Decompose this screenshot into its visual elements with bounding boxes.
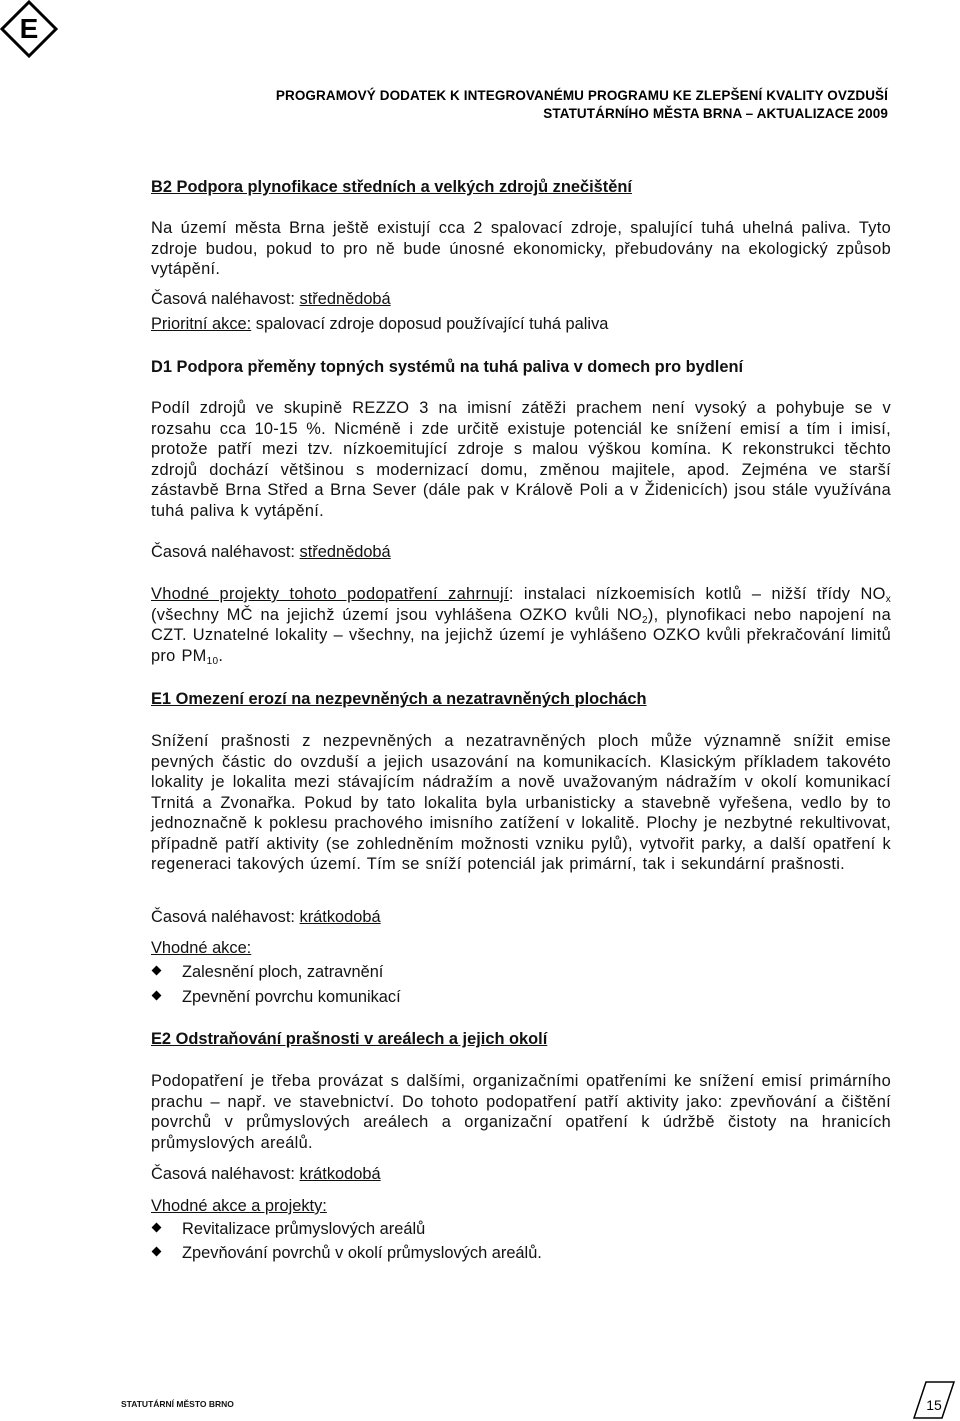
header-line-1: PROGRAMOVÝ DODATEK K INTEGROVANÉMU PROGRAMU KE ZLEPŠENÍ KVALITY OVZDUŠÍ <box>275 88 888 103</box>
e1-heading: E1 Omezení erozí na nezpevněných a nezatravněných plochách <box>151 690 647 708</box>
d1-urgency-value: střednědobá <box>299 543 391 561</box>
list-item <box>151 1243 891 1263</box>
list-item-text: Zpevňování povrchů v okolí průmyslových areálů. <box>182 1244 542 1262</box>
list-item-text: Revitalizace průmyslových areálů <box>182 1220 426 1238</box>
list-item-text: Zpevnění povrchu komunikací <box>182 988 401 1006</box>
d1-sub-x: x <box>885 594 892 605</box>
b2-priority-text: spalovací zdroje doposud používající tuhá paliva <box>251 315 609 333</box>
list-item <box>151 1219 891 1239</box>
d1-projects-text-4: . <box>218 646 224 665</box>
diamond-bullet-icon <box>152 1223 162 1233</box>
e1-paragraph: Snížení prašnosti z nezpevněných a nezatravněných ploch může významně snížit emise pevných částic do ovzduší a jejich usazování na komunikacích. Klasickým příkladem takovéto lokality je lokalita mezi stávajícím nádražím a nově uvažovaným nádražím v okolí komunikací Trnitá a Zvonařka. Pokud by tato lokalita byla urbanisticky a stavebně vyřešena, vedlo by to jednoznačně k poklesu prachového imisního zatížení v lokalitě. Plochy je nezbytné rekultivovat, případně patří aktivity (se zohledněním možnosti vzniku pylů), vytvořit parky, a další opatření k regeneraci takových území. Tím se sníží potenciál jak primární, tak i sekundární prašnosti. <box>151 732 891 873</box>
d1-sub-2: 2 <box>642 614 648 626</box>
b2-priority-label: Prioritní akce: <box>151 315 252 333</box>
e1-urgency <box>151 907 891 928</box>
page-number-badge <box>912 1380 956 1420</box>
diamond-bullet-icon <box>152 991 162 1001</box>
b2-urgency-label: Časová naléhavost: <box>151 290 300 308</box>
d1-projects-text-3: ), plynofikaci nebo napojení na CZT. Uznatelné lokality – všechny, na jejichž území je vyhlášeno OZKO kvůli překračování limitů pro PM <box>151 605 892 665</box>
e1-urgency-value: krátkodobá <box>299 908 381 926</box>
b2-paragraph: Na území města Brna ještě existují cca 2 spalovací zdroje, spalující tuhá uhelná paliva. Tyto zdroje budou, pokud to pro ně bude únosné ekonomicky, přebudovány na ekologický způsob vytápění. <box>151 219 891 278</box>
d1-projects-text-2: (všechny MČ na jejichž území jsou vyhlášena OZKO kvůli NO <box>151 605 643 624</box>
footer-city-name: STATUTÁRNÍ MĚSTO BRNO <box>121 1399 234 1409</box>
e2-actions-label: Vhodné akce a projekty: <box>151 1197 327 1215</box>
diamond-bullet-icon <box>152 966 162 976</box>
e2-urgency <box>151 1164 891 1185</box>
d1-sub-10: 10 <box>206 655 219 667</box>
d1-heading: D1 Podpora přeměny topných systémů na tuhá paliva v domech pro bydlení <box>151 358 744 376</box>
d1-urgency-label: Časová naléhavost: <box>151 543 300 561</box>
b2-urgency-value: střednědobá <box>299 290 391 308</box>
e2-urgency-label: Časová naléhavost: <box>151 1165 300 1183</box>
d1-urgency <box>151 542 891 563</box>
e2-heading: E2 Odstraňování prašnosti v areálech a jejich okolí <box>151 1030 548 1048</box>
list-item-text: Zalesnění ploch, zatravnění <box>182 963 384 981</box>
d1-projects <box>151 584 891 666</box>
b2-urgency <box>151 289 891 310</box>
e1-actions-label: Vhodné akce: <box>151 939 252 957</box>
list-item <box>151 987 891 1007</box>
d1-projects-label: Vhodné projekty tohoto podopatření zahrnují <box>151 585 509 603</box>
e1-urgency-label: Časová naléhavost: <box>151 908 300 926</box>
page-number: 15 <box>926 1397 942 1413</box>
list-item <box>151 962 891 982</box>
d1-paragraph: Podíl zdrojů ve skupině REZZO 3 na imisní zátěži prachem není vysoký a pohybuje se v rozsahu cca 10-15 %. Nicméně i zde určitě existuje potenciál ke snížení emisí a tím i imisí, protože patří mezi tzv. nízkoemitující zdroje s malou výškou komína. K rekonstrukci těchto zdrojů dochází většinou s modernizací domu, změnou majitele, apod. Zejména ve starší zástavbě Brna Střed a Brna Sever (dále pak v Králově Poli a v Židenicích) jsou stále využívána tuhá paliva k vytápění. <box>151 399 891 520</box>
diamond-bullet-icon <box>152 1247 162 1257</box>
e2-paragraph: Podopatření je třeba provázat s dalšími, organizačními opatřeními ke snížení emisí primárního prachu – např. ve stavebnictví. Do tohoto podopatření patří aktivity jako: zpevňování a čištění povrchů v průmyslových areálech a organizační opatření k údržbě čistoty na hranicích průmyslových areálů. <box>151 1072 891 1152</box>
logo-e-icon <box>0 0 58 58</box>
header-line-2: STATUTÁRNÍHO MĚSTA BRNA – AKTUALIZACE 2009 <box>543 106 888 121</box>
d1-projects-text-1: : instalaci nízkoemisích kotlů – nižší třídy NO <box>508 585 886 603</box>
logo-letter: E <box>19 13 39 44</box>
b2-heading: B2 Podpora plynofikace středních a velkých zdrojů znečištění <box>151 178 632 196</box>
b2-priority <box>151 314 891 335</box>
e2-urgency-value: krátkodobá <box>299 1165 381 1183</box>
